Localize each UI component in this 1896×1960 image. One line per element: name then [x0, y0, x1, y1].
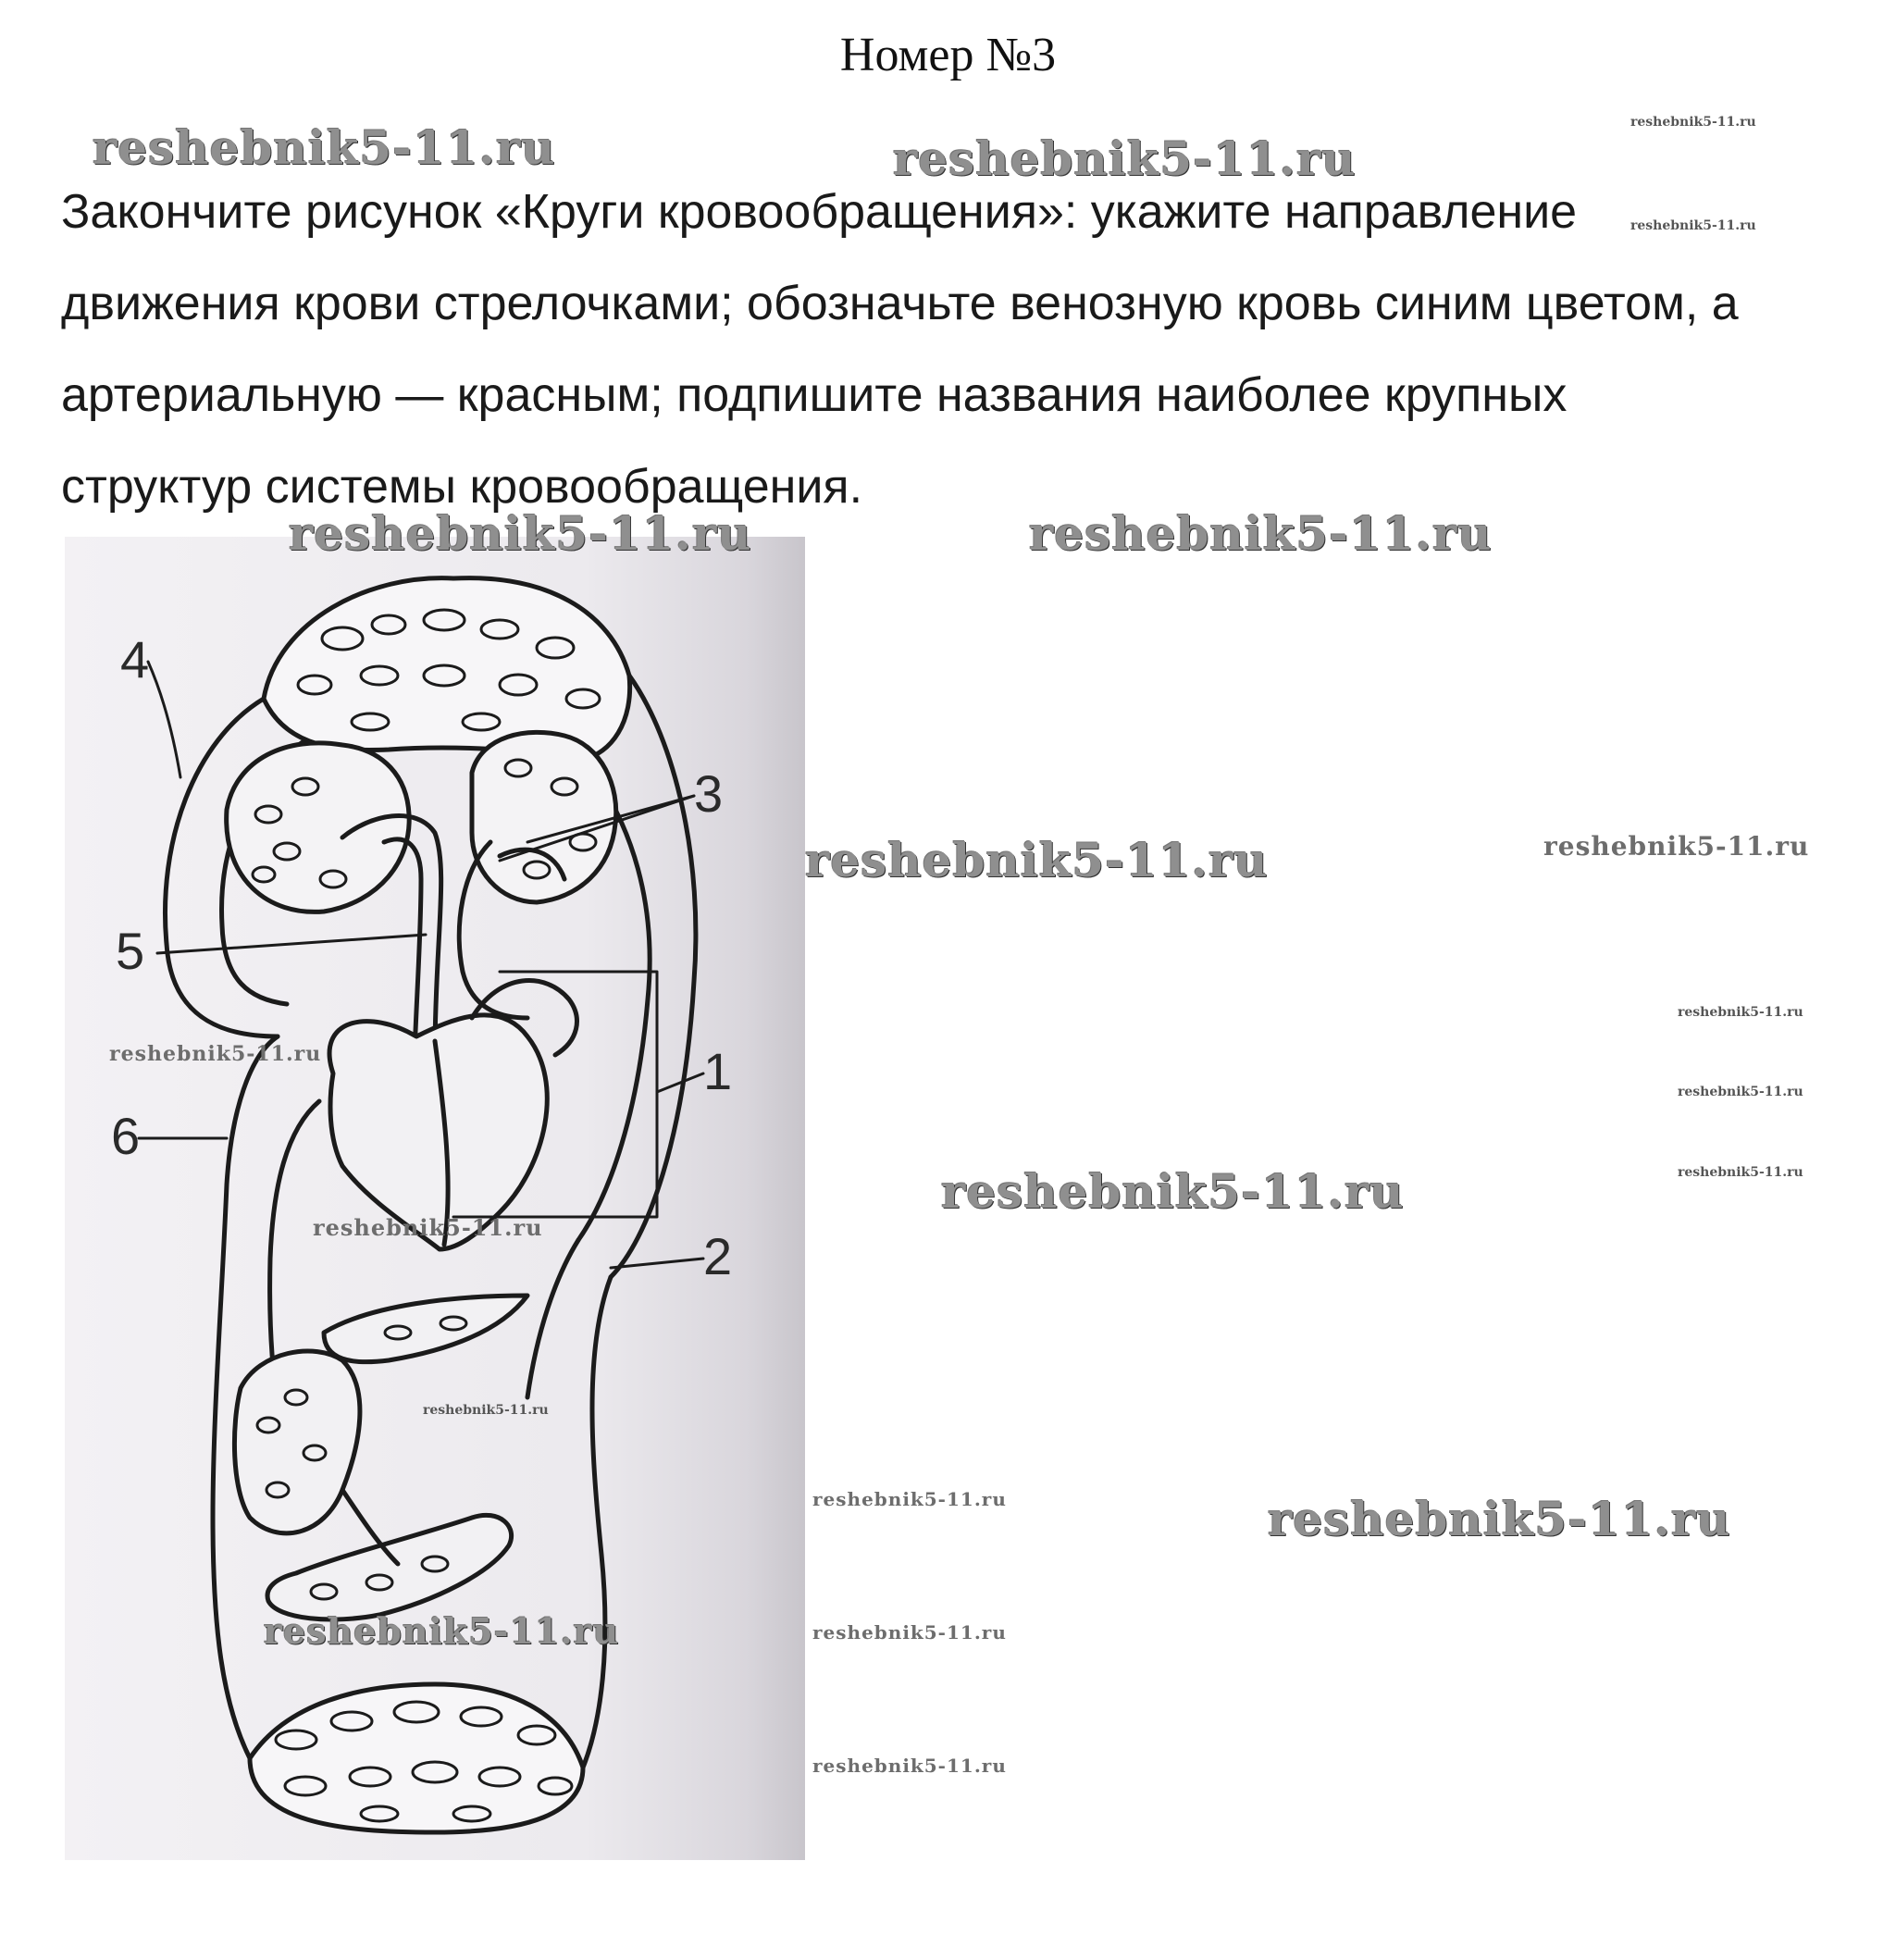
- watermark: reshebnik5-11.ru: [1678, 1165, 1803, 1180]
- circulation-diagram: [65, 537, 805, 1860]
- label-3: 3: [694, 764, 724, 823]
- label-6: 6: [111, 1107, 141, 1165]
- spleen-network: [234, 1351, 360, 1533]
- watermark: reshebnik5-11.ru: [109, 1042, 322, 1066]
- watermark: reshebnik5-11.ru: [812, 1488, 1007, 1510]
- watermark: reshebnik5-11.ru: [1543, 831, 1810, 862]
- liver-network: [324, 1296, 527, 1362]
- task-line: артериальную — красным; подпишите названия наиболее крупных: [61, 368, 1568, 422]
- watermark: reshebnik5-11.ru: [1029, 506, 1493, 561]
- leader-4: [148, 662, 180, 777]
- left-lung-network: [227, 743, 410, 912]
- watermark: reshebnik5-11.ru: [812, 1755, 1007, 1777]
- vessel-outer-right: [611, 676, 696, 1277]
- label-1: 1: [703, 1042, 733, 1100]
- task-line: структур системы кровообращения.: [61, 460, 863, 514]
- watermark: reshebnik5-11.ru: [423, 1403, 549, 1418]
- lower-capillary-network: [250, 1684, 583, 1832]
- vessel-right-descending: [583, 1277, 611, 1768]
- vessel-right-descending-inner: [527, 1240, 578, 1397]
- watermark: reshebnik5-11.ru: [313, 1214, 543, 1241]
- upper-capillary-network: [264, 578, 630, 759]
- watermark: reshebnik5-11.ru: [812, 1621, 1007, 1644]
- watermark: reshebnik5-11.ru: [1630, 115, 1756, 130]
- watermark: reshebnik5-11.ru: [264, 1610, 620, 1652]
- task-line: Закончите рисунок «Круги кровообращения»: укажите направление: [61, 185, 1578, 239]
- watermark: reshebnik5-11.ru: [289, 506, 752, 561]
- watermark: reshebnik5-11.ru: [1630, 218, 1756, 233]
- label-5: 5: [116, 922, 145, 980]
- watermark: reshebnik5-11.ru: [1678, 1085, 1803, 1099]
- task-text: [61, 167, 1847, 533]
- leader-5: [157, 935, 426, 953]
- watermark: reshebnik5-11.ru: [93, 120, 556, 175]
- circulation-drawing: [65, 537, 805, 1860]
- watermark: reshebnik5-11.ru: [1678, 1005, 1803, 1020]
- page-title: Номер №3: [839, 29, 1057, 81]
- label-2: 2: [703, 1227, 733, 1285]
- watermark: reshebnik5-11.ru: [893, 131, 1357, 186]
- task-line: движения крови стрелочками; обозначьте венозную кровь синим цветом, а: [61, 277, 1739, 330]
- watermark: reshebnik5-11.ru: [941, 1164, 1405, 1219]
- watermark: reshebnik5-11.ru: [1268, 1492, 1731, 1546]
- watermark: reshebnik5-11.ru: [805, 833, 1269, 887]
- label-4: 4: [120, 630, 150, 688]
